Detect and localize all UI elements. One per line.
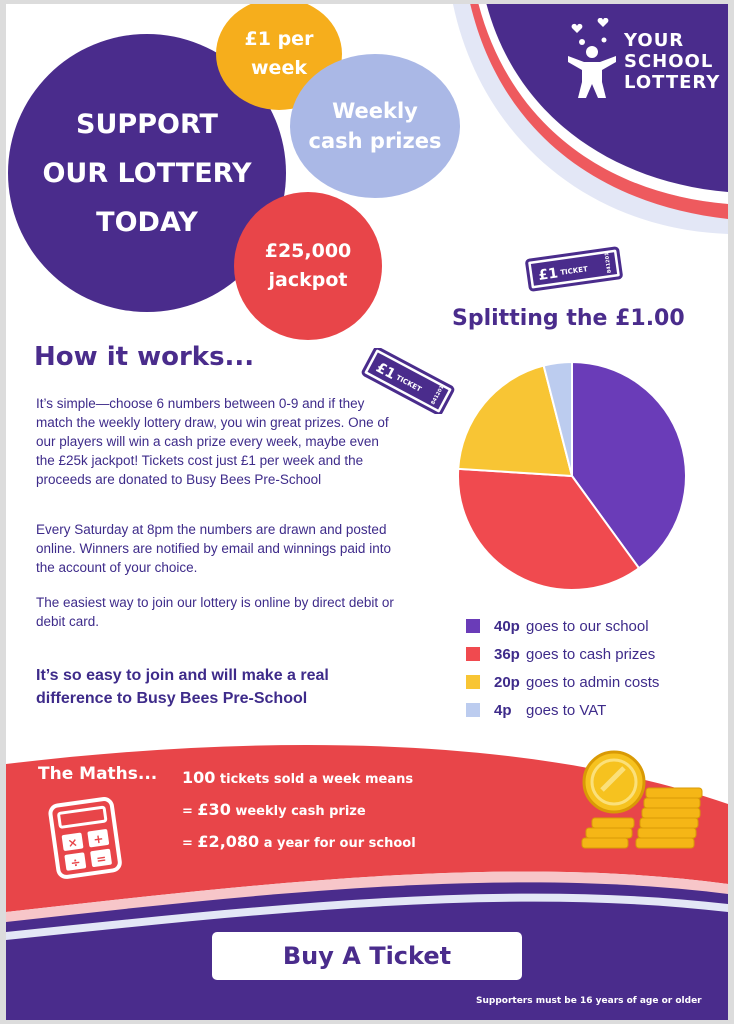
child-with-hearts-icon [564, 18, 620, 102]
ticket-number: 841201 [430, 384, 446, 406]
headline-line: TODAY [96, 206, 198, 238]
how-it-works-title: How it works... [34, 342, 255, 372]
legend-value: 40p [494, 617, 520, 635]
age-restriction-note: Supporters must be 16 years of age or older [476, 996, 702, 1006]
svg-text:=: = [95, 851, 108, 867]
legend-item [466, 696, 659, 724]
legend-swatch [466, 619, 480, 633]
maths-title: The Maths... [38, 764, 158, 784]
buy-ticket-button[interactable]: Buy A Ticket [212, 932, 522, 980]
ticket-label: TICKET [559, 265, 589, 277]
calculator-icon [44, 794, 126, 880]
maths-school-line [182, 832, 416, 851]
join-paragraph: The easiest way to join our lottery is online by direct debit or debit card. [36, 595, 394, 629]
school-amount: £2,080 [197, 832, 260, 851]
maths-tickets-line [182, 768, 413, 787]
price-line: £1 per [244, 28, 314, 50]
legend-swatch [466, 647, 480, 661]
legend-item [466, 612, 659, 640]
chart-title: Splitting the £1.00 [452, 306, 685, 331]
prizes-line: cash prizes [308, 129, 442, 153]
prize-amount: £30 [197, 800, 231, 819]
coins-icon [566, 746, 726, 854]
jackpot-bubble [234, 192, 382, 340]
legend-label: goes to cash prizes [526, 645, 656, 663]
jackpot-line: £25,000 [264, 240, 352, 262]
prizes-bubble [290, 54, 460, 198]
headline-line: OUR LOTTERY [42, 157, 252, 189]
legend-item [466, 668, 659, 696]
ticket-icon [522, 244, 626, 294]
legend-value: 20p [494, 673, 520, 691]
ticket-label: TICKET [394, 373, 423, 394]
ticket-number: 841201 [604, 251, 613, 274]
ticket-price: £1 [537, 265, 560, 284]
legend-label: goes to VAT [526, 701, 607, 719]
poster [6, 4, 728, 1020]
svg-text:×: × [66, 835, 79, 851]
legend-label: goes to our school [526, 617, 649, 635]
equals-sign: = [182, 836, 198, 851]
easy-join-text: It’s so easy to join and will make a real difference to Busy Bees Pre-School [36, 667, 329, 707]
intro-paragraph: It’s simple—choose 6 numbers between 0-9 and if they match the weekly lottery draw, you win great prizes. One of our players will win a cash prize every week, maybe even the £25k jackpot! Tickets cost just £1 per week and the proceeds are donated to Busy Bees Pre-School [36, 396, 389, 487]
prizes-line: Weekly [332, 99, 418, 123]
price-line: week [251, 57, 307, 79]
maths-prize-line [182, 800, 366, 819]
legend-label: goes to admin costs [526, 673, 660, 691]
legend-value: 36p [494, 645, 520, 663]
pie-chart [454, 358, 690, 594]
draw-paragraph: Every Saturday at 8pm the numbers are drawn and posted online. Winners are notified by email and winnings paid into the account of your choice. [36, 522, 391, 575]
chart-legend [466, 612, 659, 724]
svg-text:÷: ÷ [69, 854, 82, 871]
legend-swatch [466, 703, 480, 717]
legend-item [466, 640, 659, 668]
equals-sign: = [182, 804, 198, 819]
tickets-text: tickets sold a week means [215, 772, 414, 787]
school-text: a year for our school [259, 836, 416, 851]
prize-text: weekly cash prize [230, 804, 366, 819]
headline-line: SUPPORT [76, 108, 218, 140]
logo-text: YOUR SCHOOL LOTTERY [624, 30, 721, 93]
ticket-price: £1 [373, 359, 399, 384]
legend-value: 4p [494, 701, 512, 719]
svg-text:+: + [92, 831, 105, 847]
legend-swatch [466, 675, 480, 689]
jackpot-line: jackpot [268, 269, 348, 291]
tickets-count: 100 [182, 768, 216, 787]
